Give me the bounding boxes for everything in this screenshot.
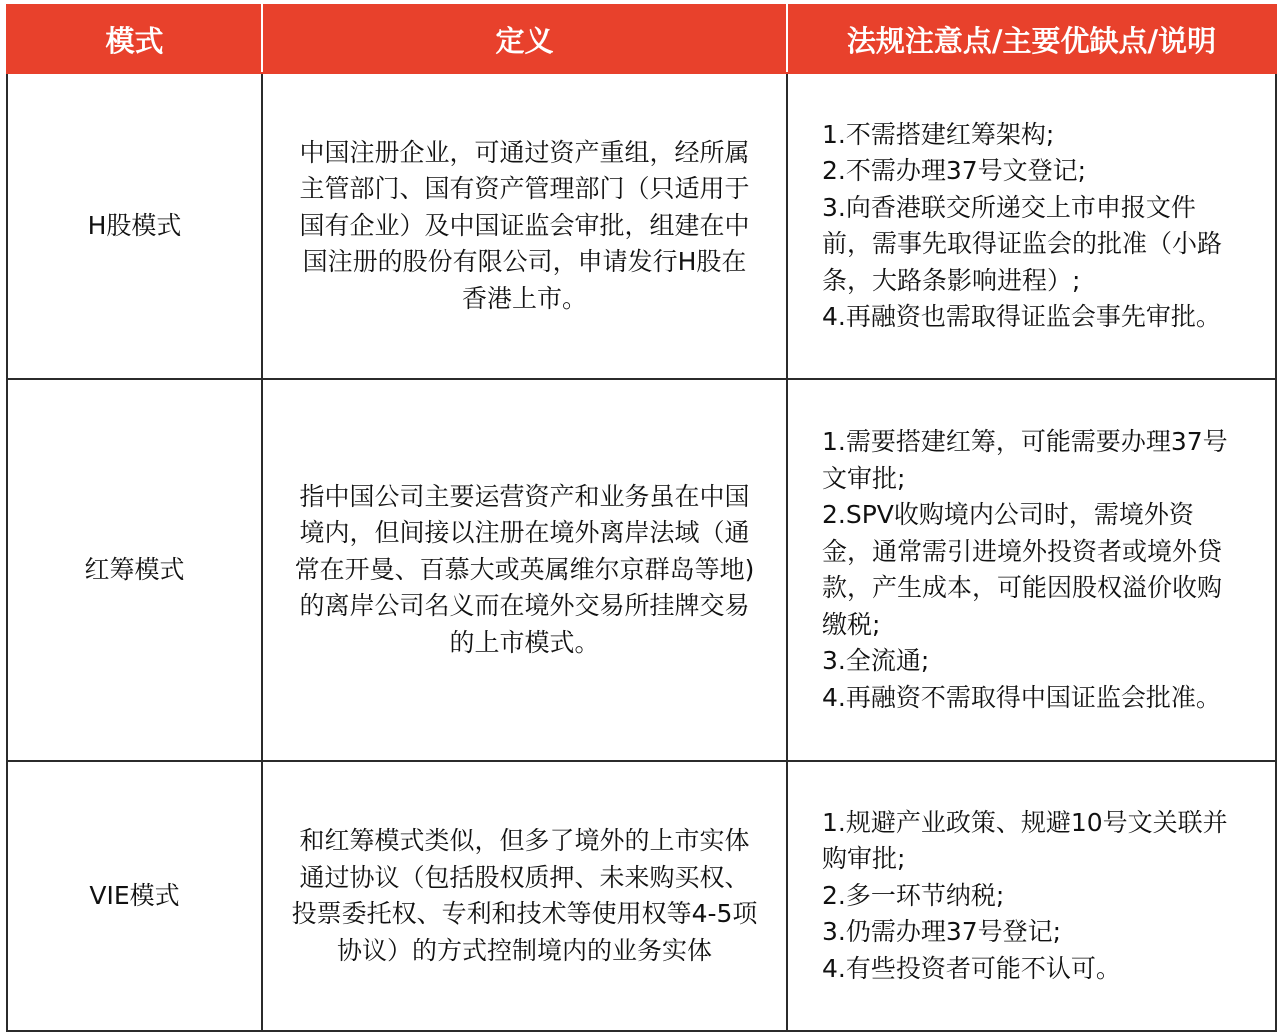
note-line: 2.不需办理37号文登记; <box>822 156 1087 185</box>
definition-line: 香港上市。 <box>461 283 587 313</box>
note-line: 3.全流通; <box>822 646 930 675</box>
note-line: 2.多一环节纳税; <box>822 880 1005 910</box>
header-definition: 定义 <box>262 5 787 73</box>
definition-line: 指中国公司主要运营资产和业务虽在中国 <box>299 481 750 511</box>
note-line: 1.需要搭建红筹，可能需要办理37号 <box>822 427 1228 456</box>
note-line: 购审批; <box>822 844 906 874</box>
definition-line: 投票委托权、专利和技术等使用权等4-5项 <box>291 899 758 928</box>
definition-line: 境内，但间接以注册在境外离岸法域（通 <box>299 518 750 548</box>
definition-line: 国注册的股份有限公司，申请发行H股在 <box>302 247 747 277</box>
note-line: 4.再融资也需取得证监会事先审批。 <box>822 302 1221 331</box>
note-line: 前，需事先取得证监会的批准（小路 <box>822 229 1223 258</box>
listing-modes-table <box>6 4 1277 1032</box>
notes-cell <box>787 73 1276 379</box>
definition-cell <box>262 73 787 379</box>
note-line: 文审批; <box>822 463 906 493</box>
definition-line: 国有企业）及中国证监会审批，组建在中 <box>299 210 750 240</box>
definition-line: 和红筹模式类似，但多了境外的上市实体 <box>299 826 750 855</box>
definition-line: 的上市模式。 <box>449 627 600 657</box>
table-row-red-chip <box>7 379 1276 761</box>
note-line: 3.仍需办理37号登记; <box>822 917 1062 947</box>
mode-cell: 红筹模式 <box>7 379 262 761</box>
definition-line: 常在开曼、百慕大或英属维尔京群岛等地) <box>294 554 755 584</box>
mode-cell: H股模式 <box>7 73 262 379</box>
note-line: 条，大路条影响进程）; <box>822 265 1081 295</box>
table-row-h-share <box>7 73 1276 379</box>
definition-cell <box>262 379 787 761</box>
note-line: 4.再融资不需取得中国证监会批准。 <box>822 682 1221 712</box>
table-row-vie <box>7 761 1276 1031</box>
definition-line: 通过协议（包括股权质押、未来购买权、 <box>299 862 750 892</box>
note-line: 2.SPV收购境内公司时，需境外资 <box>822 500 1194 529</box>
definition-line: 主管部门、国有资产管理部门（只适用于 <box>299 174 750 204</box>
notes-cell <box>787 379 1276 761</box>
table-header-row <box>7 5 1276 73</box>
definition-line: 中国注册企业，可通过资产重组，经所属 <box>299 137 750 167</box>
notes-cell <box>787 761 1276 1031</box>
mode-cell: VIE模式 <box>7 761 262 1031</box>
header-notes: 法规注意点/主要优缺点/说明 <box>787 5 1276 73</box>
note-line: 3.向香港联交所递交上市申报文件 <box>822 192 1196 222</box>
note-line: 1.不需搭建红筹架构; <box>822 119 1055 149</box>
definition-line: 协议）的方式控制境内的业务实体 <box>336 935 712 965</box>
header-mode: 模式 <box>7 5 262 73</box>
note-line: 缴税; <box>822 609 881 639</box>
note-line: 4.有些投资者可能不认可。 <box>822 953 1121 983</box>
note-line: 1.规避产业政策、规避10号文关联并 <box>822 807 1228 837</box>
definition-cell <box>262 761 787 1031</box>
note-line: 金，通常需引进境外投资者或境外贷 <box>822 536 1223 566</box>
definition-line: 的离岸公司名义而在境外交易所挂牌交易 <box>299 591 750 621</box>
note-line: 款，产生成本，可能因股权溢价收购 <box>822 573 1223 602</box>
